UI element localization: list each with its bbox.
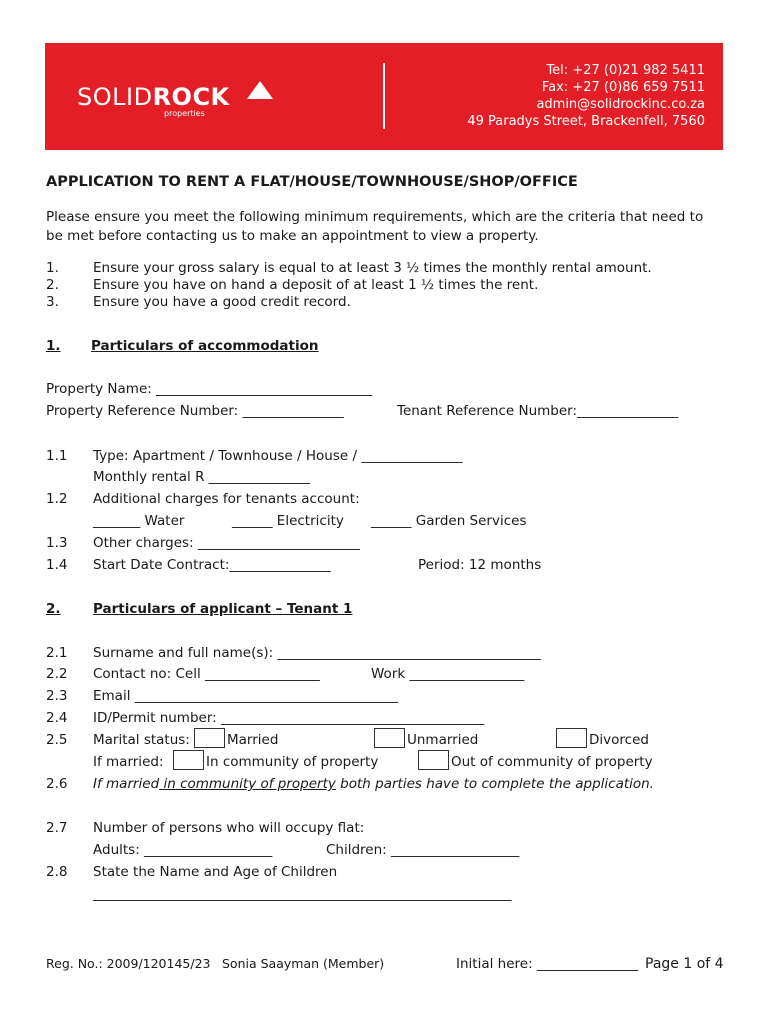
- out-community-option[interactable]: Out of community of property: [418, 750, 653, 770]
- in-community-option[interactable]: In community of property: [173, 750, 378, 770]
- requirement-text: Ensure you have a good credit record.: [93, 294, 351, 310]
- item-num: 1.2: [46, 491, 68, 507]
- electricity-charge-field[interactable]: ______ Electricity: [232, 513, 344, 529]
- work-field[interactable]: Work _________________: [371, 666, 525, 682]
- requirement-text: Ensure you have on hand a deposit of at least 1 ½ times the rent.: [93, 277, 539, 293]
- children-names-field[interactable]: ______________________________________________________________: [93, 886, 512, 902]
- contact-tel: Tel: +27 (0)21 982 5411: [546, 63, 705, 78]
- item-num: 2.6: [46, 776, 68, 792]
- logo-subtitle: properties: [164, 109, 205, 118]
- adults-field[interactable]: Adults: ___________________: [93, 842, 273, 858]
- item-num: 2.4: [46, 710, 68, 726]
- letterhead-banner: [45, 43, 723, 150]
- contact-fax: Fax: +27 (0)86 659 7511: [541, 80, 705, 95]
- item-num: 2.2: [46, 666, 68, 682]
- item-num: 2.1: [46, 645, 68, 661]
- out-community-checkbox[interactable]: [418, 750, 449, 770]
- page-title: APPLICATION TO RENT A FLAT/HOUSE/TOWNHOUSE/SHOP/OFFICE: [46, 174, 578, 190]
- item-num: 1.4: [46, 557, 68, 573]
- intro-paragraph: Please ensure you meet the following minimum requirements, which are the criteria that need to be met before contacting us to make an appointment to view a property.: [46, 209, 704, 244]
- property-ref-field[interactable]: Property Reference Number: _______________: [46, 403, 344, 419]
- member-name: Sonia Saayman (Member): [222, 956, 385, 971]
- if-married-label: If married:: [93, 754, 164, 770]
- in-community-checkbox[interactable]: [173, 750, 204, 770]
- divorced-checkbox[interactable]: [556, 728, 587, 748]
- occupants-label: Number of persons who will occupy flat:: [93, 820, 365, 836]
- cell-field[interactable]: Contact no: Cell _________________: [93, 666, 320, 682]
- other-charges-field[interactable]: Other charges: ________________________: [93, 535, 360, 551]
- page-number: Page 1 of 4: [645, 956, 724, 972]
- item-num: 2.7: [46, 820, 68, 836]
- item-num: 1.3: [46, 535, 68, 551]
- initial-field[interactable]: Initial here: _______________: [456, 956, 639, 972]
- marital-status-label: Marital status:: [93, 732, 190, 748]
- item-num: 2.8: [46, 864, 68, 880]
- children-field[interactable]: Children: ___________________: [326, 842, 520, 858]
- children-names-label: State the Name and Age of Children: [93, 864, 338, 880]
- surname-field[interactable]: Surname and full name(s): _______________________________________: [93, 645, 541, 661]
- married-checkbox[interactable]: [194, 728, 225, 748]
- requirement-num: 1.: [46, 260, 59, 276]
- type-field[interactable]: Type: Apartment / Townhouse / House / _______________: [93, 448, 463, 464]
- water-charge-field[interactable]: _______ Water: [93, 513, 185, 529]
- property-name-field[interactable]: Property Name: ________________________________: [46, 381, 373, 397]
- section1-number: 1.: [46, 338, 61, 354]
- monthly-rental-field[interactable]: Monthly rental R _______________: [93, 469, 310, 485]
- start-date-field[interactable]: Start Date Contract:_______________: [93, 557, 331, 573]
- tenant-ref-field[interactable]: Tenant Reference Number:_______________: [397, 403, 679, 419]
- unmarried-checkbox[interactable]: [374, 728, 405, 748]
- additional-charges-label: Additional charges for tenants account:: [93, 491, 360, 507]
- logo-triangle-icon: [247, 81, 273, 99]
- id-permit-field[interactable]: ID/Permit number: _______________________________________: [93, 710, 485, 726]
- item-num: 2.5: [46, 732, 68, 748]
- item-num: 1.1: [46, 448, 68, 464]
- header-divider: [383, 63, 385, 129]
- contact-address: 49 Paradys Street, Brackenfell, 7560: [467, 114, 705, 129]
- requirement-num: 2.: [46, 277, 59, 293]
- company-logo: SOLIDROCK: [77, 83, 230, 111]
- contact-block: [467, 62, 705, 130]
- divorced-option[interactable]: Divorced: [556, 728, 649, 748]
- section2-heading: Particulars of applicant – Tenant 1: [93, 601, 353, 617]
- married-note: If married in community of property both parties have to complete the application.: [93, 776, 655, 792]
- married-option[interactable]: Married: [194, 728, 278, 748]
- unmarried-option[interactable]: Unmarried: [374, 728, 478, 748]
- section1-heading: Particulars of accommodation: [91, 338, 319, 354]
- email-field[interactable]: Email _______________________________________: [93, 688, 398, 704]
- requirement-text: Ensure your gross salary is equal to at least 3 ½ times the monthly rental amount.: [93, 260, 652, 276]
- requirement-num: 3.: [46, 294, 59, 310]
- period-text: Period: 12 months: [418, 557, 542, 573]
- contact-email[interactable]: admin@solidrockinc.co.za: [536, 97, 705, 112]
- garden-charge-field[interactable]: ______ Garden Services: [371, 513, 527, 529]
- item-num: 2.3: [46, 688, 68, 704]
- registration-number: Reg. No.: 2009/120145/23: [46, 956, 211, 971]
- section2-number: 2.: [46, 601, 61, 617]
